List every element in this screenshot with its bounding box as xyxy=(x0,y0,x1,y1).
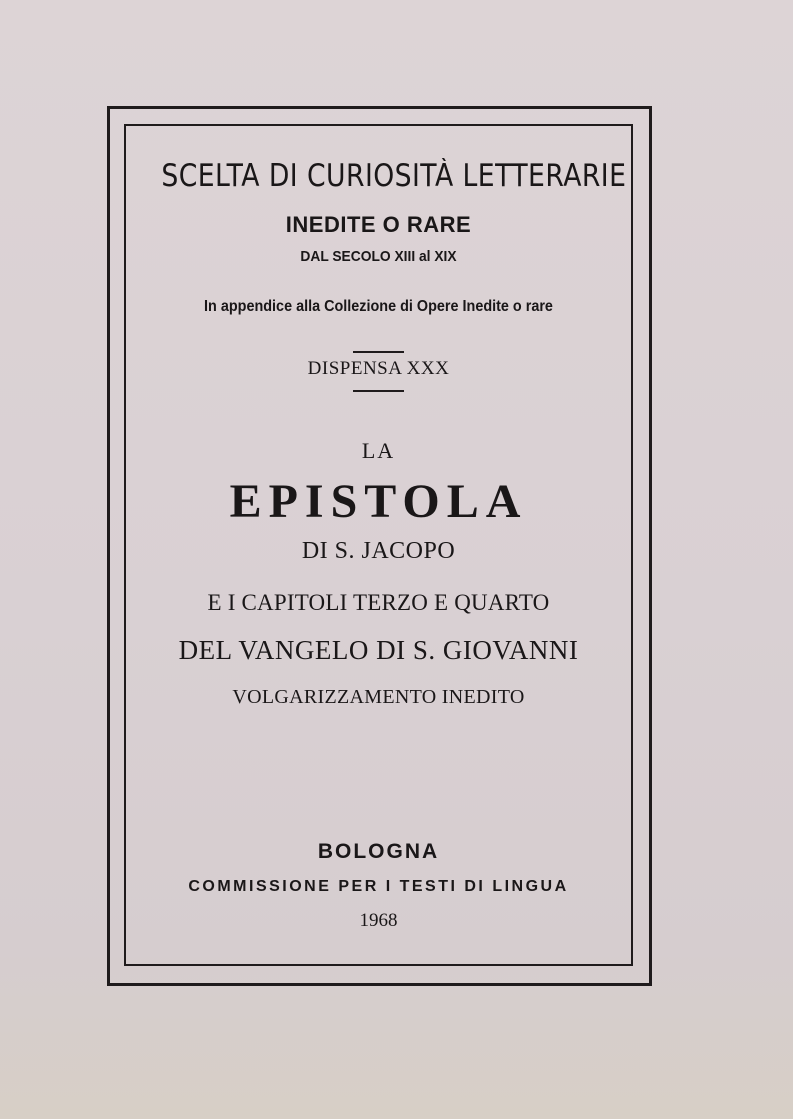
rule-below-dispensa xyxy=(353,390,404,392)
title-subtitle: DI S. JACOPO xyxy=(301,538,456,564)
title-article: LA xyxy=(361,438,396,463)
title-line-capitoli: E I CAPITOLI TERZO E QUARTO xyxy=(207,590,550,615)
dispensa-label: DISPENSA XXX xyxy=(307,358,450,379)
series-subtitle: INEDITE O RARE xyxy=(285,212,472,237)
title-line-vangelo: DEL VANGELO DI S. GIOVANNI xyxy=(178,635,579,665)
imprint-year: 1968 xyxy=(359,910,398,931)
series-period: DAL SECOLO XIII al XIX xyxy=(300,248,457,265)
series-title: SCELTA DI CURIOSITÀ LETTERARIE xyxy=(161,158,627,194)
main-title: EPISTOLA xyxy=(229,475,528,528)
appendix-note: In appendice alla Collezione di Opere Inedite o rare xyxy=(204,298,553,315)
imprint-publisher: COMMISSIONE PER I TESTI DI LINGUA xyxy=(188,878,569,895)
translation-note: VOLGARIZZAMENTO INEDITO xyxy=(232,686,525,708)
imprint-city: BOLOGNA xyxy=(317,840,440,863)
rule-above-dispensa xyxy=(353,351,404,353)
